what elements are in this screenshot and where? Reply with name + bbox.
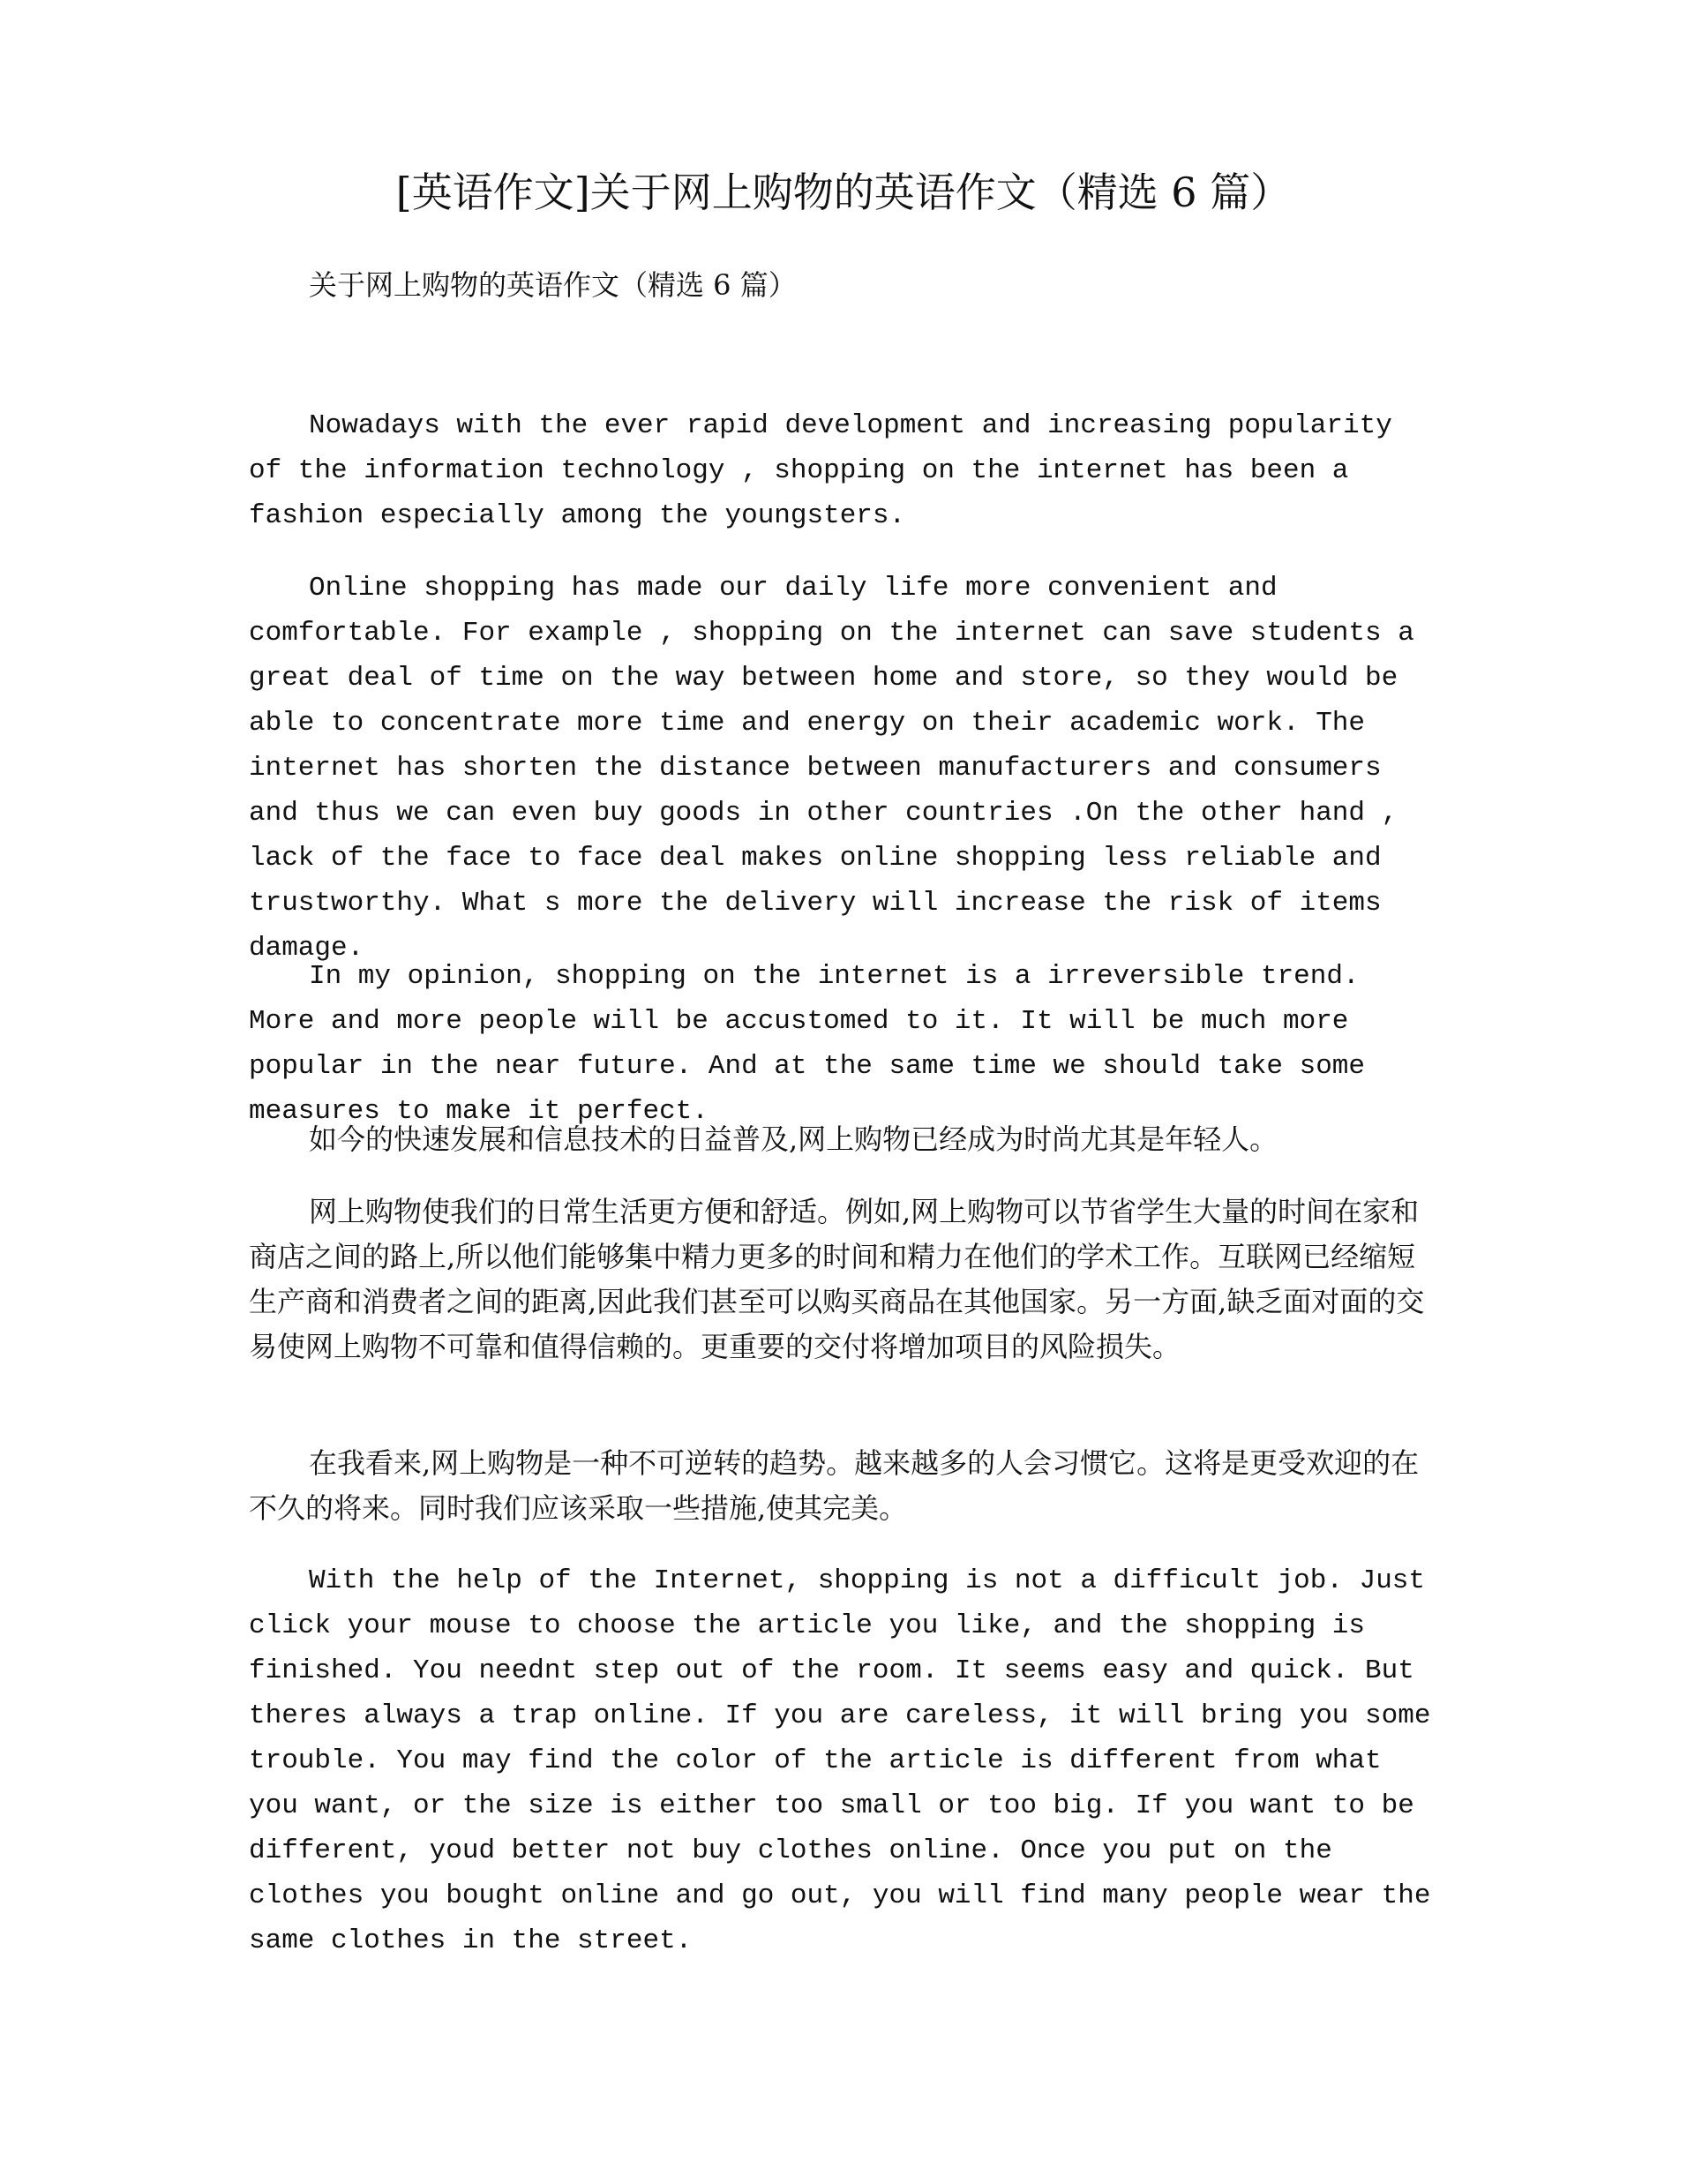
paragraph-2: Online shopping has made our daily life more convenient and comfortable. For example , shopping on the internet can save students a great deal of time on the way between home and store, so they would be able to concentrate more time and energy on their academic work. The internet has shorten the distance between manufacturers and consumers and thus we can even buy goods in other countries .On the other hand , lack of the face to face deal makes online shopping less reliable and trustworthy. What s more the delivery will increase the risk of items damage. [249, 573, 1414, 964]
document-title: [英语作文]关于网上购物的英语作文（精选 6 篇） [395, 169, 1292, 216]
paragraph-6: 在我看来,网上购物是一种不可逆转的趋势。越来越多的人会习惯它。这将是更受欢迎的在不久的将来。同时我们应该采取一些措施,使其完美。 [249, 1446, 1420, 1525]
document-subtitle: 关于网上购物的英语作文（精选 6 篇） [309, 268, 797, 302]
paragraph-7: With the help of the Internet, shopping is not a difficult job. Just click your mouse to choose the article you like, and the shopping is finished. You neednt step out of the room. It seems easy and quick. But theres always a trap online. If you are careless, it will bring you some trouble. You may find the color of the article is different from what you want, or the size is either too small or too big. If you want to be different, youd better not buy clothes online. Once you put on the clothes you bought online and go out, you will find many people wear the same clothes in the street. [249, 1565, 1431, 1956]
paragraph-4: 如今的快速发展和信息技术的日益普及,网上购物已经成为时尚尤其是年轻人。 [309, 1122, 1278, 1156]
paragraph-5: 网上购物使我们的日常生活更方便和舒适。例如,网上购物可以节省学生大量的时间在家和商店之间的路上,所以他们能够集中精力更多的时间和精力在他们的学术工作。互联网已经缩短生产商和消费者之间的距离,因此我们甚至可以购买商品在其他国家。另一方面,缺乏面对面的交易使网上购物不可靠和值得信赖的。更重要的交付将增加项目的风险损失。 [249, 1195, 1425, 1363]
paragraph-1: Nowadays with the ever rapid development and increasing popularity of the information technology , shopping on the internet has been a fashion especially among the youngsters. [249, 410, 1392, 531]
paragraph-3: In my opinion, shopping on the internet is a irreversible trend. More and more people will be accustomed to it. It will be much more popular in the near future. And at the same time we should take some measures to make it perfect. [249, 961, 1366, 1127]
